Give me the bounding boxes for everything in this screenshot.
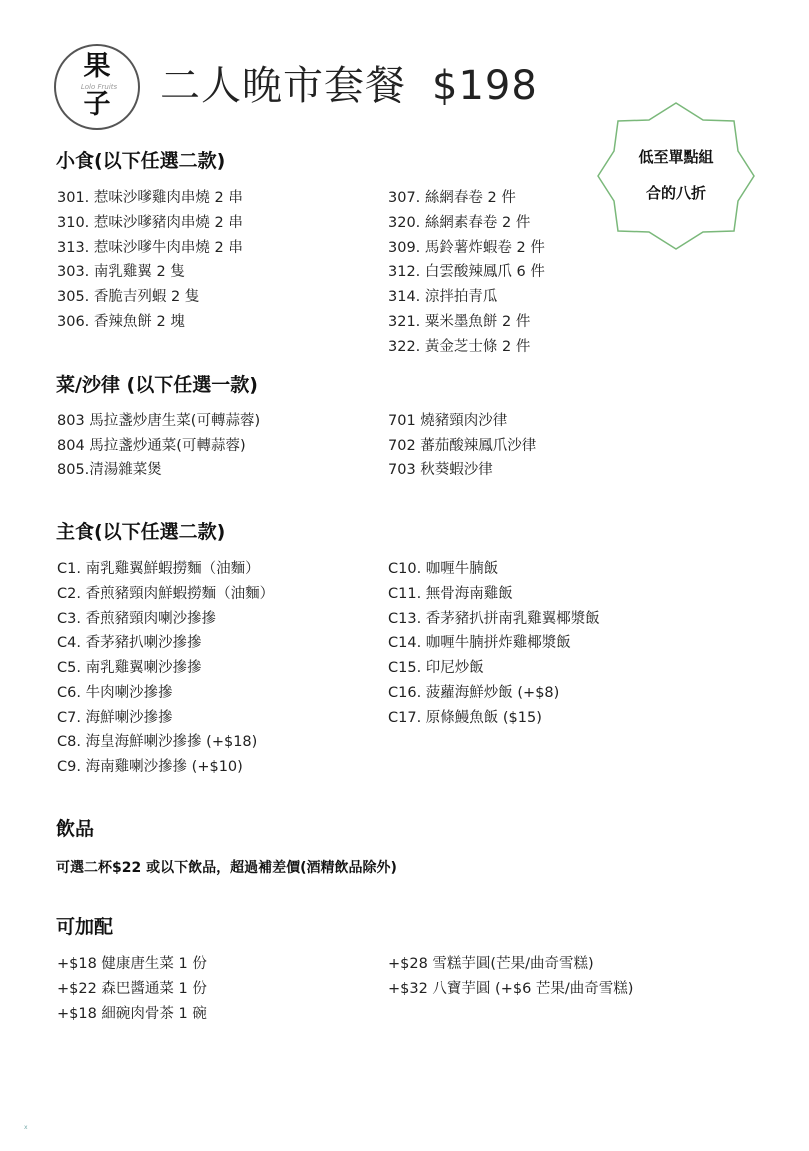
page-title [160,56,538,116]
corner-mark: x [24,1124,28,1131]
menu-item: C10. 咖喱牛腩飯 [388,561,499,577]
menu-item: C17. 原條鰻魚飯 ($15) [388,709,542,726]
menu-item: 804 馬拉盞炒通菜(可轉蒜蓉) [57,437,246,454]
discount-badge [596,102,756,250]
addon-item: +$22 森巴醬通菜 1 份 [57,981,207,997]
logo-char-1: 果 [83,51,111,82]
section-title-addons: 可加配 [56,916,114,938]
addons-left-list [57,954,207,1029]
badge-burst-shape [596,102,756,250]
menu-item: C3. 香煎豬頸肉喇沙摻摻 [57,610,217,627]
menu-item: C11. 無骨海南雞飯 [388,585,513,602]
mains-left-list [57,559,274,782]
menu-item: 703 秋葵蝦沙律 [388,462,493,478]
menu-item: C1. 南乳雞翼鮮蝦撈麵（油麵） [57,561,260,577]
snacks-right-list [388,188,545,362]
title-price: $198 [432,63,538,109]
menu-item: 803 馬拉盞炒唐生菜(可轉蒜蓉) [57,413,261,429]
menu-item: C15. 印尼炒飯 [388,660,484,676]
menu-item: 303. 南乳雞翼 2 隻 [57,264,185,281]
menu-item: 312. 白雲酸辣鳳爪 6 件 [388,264,545,281]
menu-item: C9. 海南雞喇沙摻摻 (+$10) [57,759,243,775]
menu-item: 313. 惹味沙嗲牛肉串燒 2 串 [57,239,243,256]
menu-item: C13. 香茅豬扒拼南乳雞翼椰漿飯 [388,610,600,627]
logo-char-2: 子 [83,89,111,120]
title-text: 二人晚市套餐 [160,63,406,109]
logo-script-text: Lolo Fruits [80,83,118,91]
menu-item: C8. 海皇海鮮喇沙摻摻 (+$18) [57,734,258,751]
menu-item: C14. 咖喱牛腩拼炸雞椰漿飯 [388,635,571,652]
addon-item: +$18 健康唐生菜 1 份 [57,956,207,972]
menu-item: 310. 惹味沙嗲豬肉串燒 2 串 [57,214,243,231]
veg-left-list [57,411,260,485]
veg-right-list [388,411,536,485]
menu-item: 301. 惹味沙嗲雞肉串燒 2 串 [57,190,243,206]
menu-item: C4. 香茅豬扒喇沙摻摻 [57,635,202,652]
menu-item: C6. 牛肉喇沙摻摻 [57,684,173,701]
menu-item: 320. 絲網素春卷 2 件 [388,214,531,231]
menu-item: C7. 海鮮喇沙摻摻 [57,709,173,726]
snacks-left-list [57,188,243,337]
section-title-mains: 主食(以下任選二款) [56,521,226,543]
menu-item: C16. 菠蘿海鮮炒飯 (+$8) [388,684,560,701]
menu-item: 309. 馬鈴薯炸蝦卷 2 件 [388,239,545,256]
section-title-snacks: 小食(以下任選二款) [56,150,226,172]
mains-right-list [388,559,600,732]
menu-item: 702 蕃茄酸辣鳳爪沙律 [388,437,537,454]
addon-item: +$28 雪糕芋圓(芒果/曲奇雪糕) [388,956,594,972]
menu-item: 306. 香辣魚餅 2 塊 [57,313,185,330]
section-title-veg-salad: 菜/沙律 (以下任選一款) [56,374,258,396]
menu-item: 805.清湯雜菜煲 [57,462,162,478]
menu-item: 321. 粟米墨魚餅 2 件 [388,313,531,330]
addon-item: +$18 細碗肉骨茶 1 碗 [57,1006,207,1022]
badge-line-2: 合的八折 [645,184,706,202]
menu-item: 322. 黃金芝士條 2 件 [388,338,531,355]
menu-item: C2. 香煎豬頸肉鮮蝦撈麵（油麵） [57,585,275,602]
menu-item: 701 燒豬頸肉沙律 [388,413,508,429]
menu-item: C5. 南乳雞翼喇沙摻摻 [57,660,202,676]
addons-right-list [388,954,633,1004]
restaurant-logo [54,44,140,130]
drinks-note: 可選二杯$22 或以下飲品，超過補差價(酒精飲品除外) [56,860,397,876]
menu-item: 305. 香脆吉列蝦 2 隻 [57,289,200,306]
menu-item: 307. 絲網春卷 2 件 [388,190,516,206]
menu-item: 314. 涼拌拍青瓜 [388,289,498,306]
section-title-drinks: 飲品 [56,818,95,840]
addon-item: +$32 八寶芋圓 (+$6 芒果/曲奇雪糕) [388,981,634,997]
badge-line-1: 低至單點組 [638,148,714,166]
